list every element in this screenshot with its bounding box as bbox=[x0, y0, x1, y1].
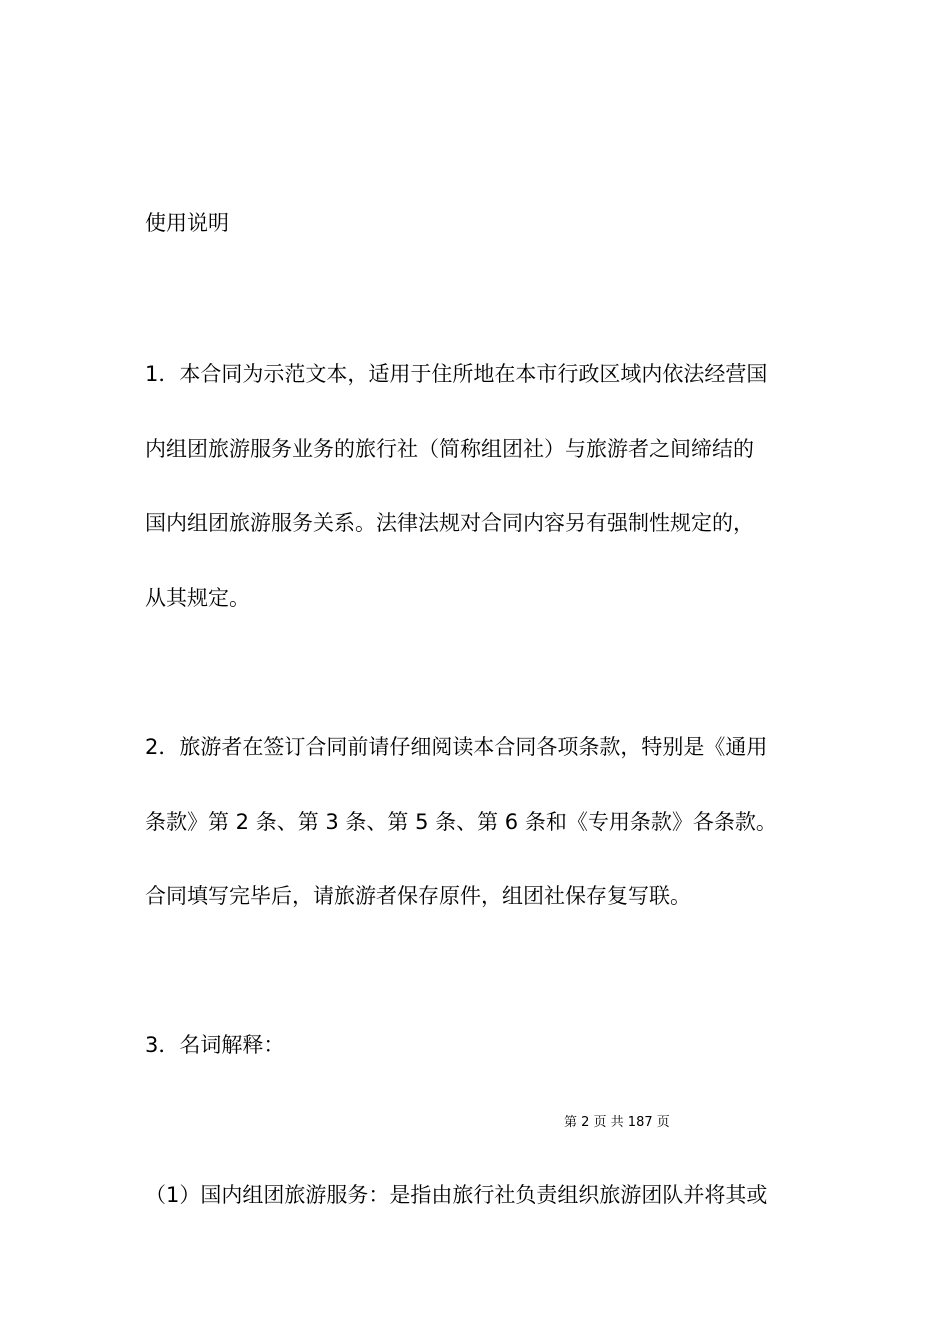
item-3-line-1: 3．名词解释： bbox=[145, 1033, 285, 1057]
item-1-line-4: 从其规定。 bbox=[145, 586, 250, 610]
item-1-line-2: 内组团旅游服务业务的旅行社（简称组团社）与旅游者之间缔结的 bbox=[145, 437, 754, 461]
item-2-line-2: 条款》第 2 条、第 3 条、第 5 条、第 6 条和《专用条款》各条款。 bbox=[145, 810, 777, 834]
item-1-line-1: 1．本合同为示范文本，适用于住所地在本市行政区域内依法经营国 bbox=[145, 362, 768, 386]
section-heading: 使用说明 bbox=[145, 211, 229, 235]
page-number-footer: 第 2 页 共 187 页 bbox=[564, 1115, 670, 1130]
item-2-line-1: 2．旅游者在签订合同前请仔细阅读本合同各项条款，特别是《通用 bbox=[145, 735, 768, 759]
item-2-line-3: 合同填写完毕后，请旅游者保存原件，组团社保存复写联。 bbox=[145, 884, 691, 908]
item-1-line-3: 国内组团旅游服务关系。法律法规对合同内容另有强制性规定的， bbox=[145, 511, 754, 535]
continuation-line: （1）国内组团旅游服务：是指由旅行社负责组织旅游团队并将其或 bbox=[145, 1183, 768, 1207]
